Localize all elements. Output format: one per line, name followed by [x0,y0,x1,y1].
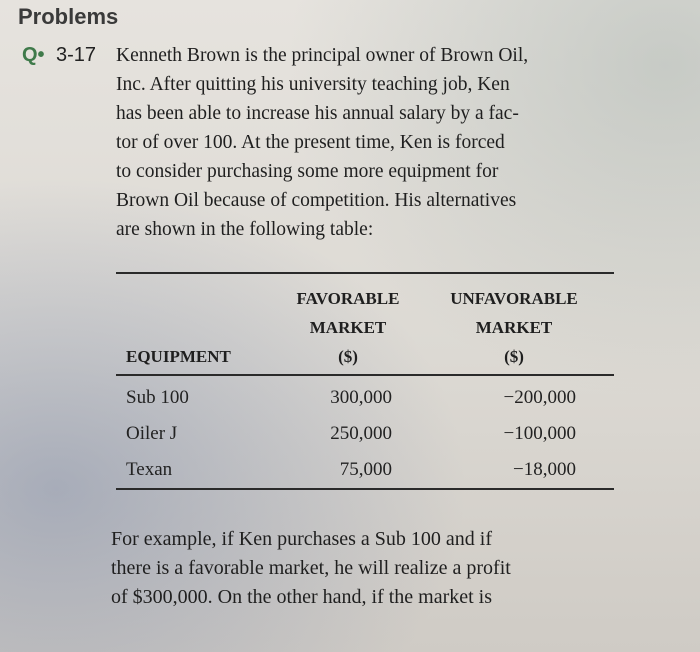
followup-line: of $300,000. On the other hand, if the market is [111,586,493,608]
header-unfavorable-market [432,284,596,371]
table-top-rule [116,272,614,274]
header-favorable-market [282,284,414,371]
header-line: ($) [504,347,524,366]
table-bottom-rule [116,488,614,490]
cell-equipment: Sub 100 [126,387,189,408]
header-line: MARKET [475,318,553,337]
header-equipment: EQUIPMENT [126,347,231,366]
followup-line: there is a favorable market, he will realize a profit [111,557,511,579]
header-line: FAVORABLE [296,289,400,308]
intro-line: are shown in the following table: [116,219,374,240]
header-line: ($) [338,347,358,366]
problem-number: 3-17 [56,44,97,66]
followup-line: For example, if Ken purchases a Sub 100 and if [111,528,493,550]
table-body [116,380,614,488]
cell-unfavorable: −18,000 [513,459,576,480]
cell-favorable: 75,000 [339,459,392,480]
table-row [116,452,614,488]
intro-line: to consider purchasing some more equipment for [116,161,499,182]
intro-line: Brown Oil because of competition. His alternatives [116,190,517,211]
problem-intro-paragraph [116,41,528,244]
intro-line: Kenneth Brown is the principal owner of Brown Oil, [116,45,529,66]
table-header-rule [116,374,614,376]
header-line: MARKET [309,318,387,337]
intro-line: has been able to increase his annual salary by a fac- [116,103,519,124]
cell-equipment: Texan [126,459,173,480]
problem-followup-paragraph [111,525,511,612]
question-marker-icon: Q• [22,44,45,66]
cell-unfavorable: −200,000 [503,387,576,408]
section-title: Problems [18,4,119,29]
intro-line: Inc. After quitting his university teaching job, Ken [116,74,510,95]
table-row [116,416,614,452]
cell-favorable: 250,000 [330,423,392,444]
cell-favorable: 300,000 [330,387,392,408]
cell-equipment: Oiler J [126,423,178,444]
cell-unfavorable: −100,000 [503,423,576,444]
header-line: UNFAVORABLE [450,289,578,308]
intro-line: tor of over 100. At the present time, Ken is forced [116,132,505,153]
table-row [116,380,614,416]
